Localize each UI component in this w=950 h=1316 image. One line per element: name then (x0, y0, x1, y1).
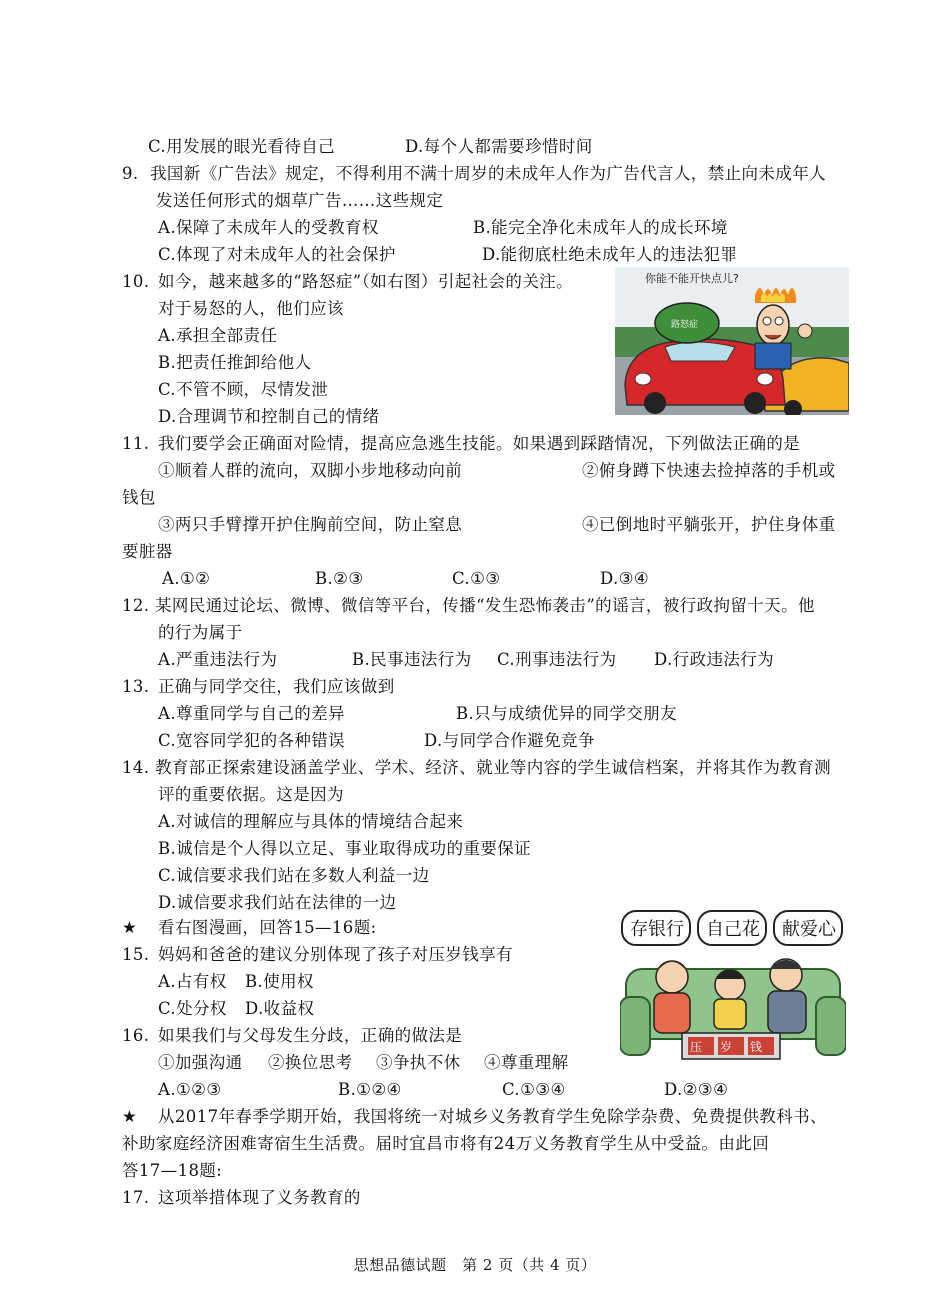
q11-item-3: ③两只手臂撑开护住胸前空间，防止窒息 (158, 515, 463, 534)
q10-option-a: A.承担全部责任 (158, 326, 278, 345)
q12-option-c: C.刑事违法行为 (497, 650, 617, 669)
q11-option-b: B.②③ (315, 569, 364, 588)
q12-option-a: A.严重违法行为 (158, 650, 278, 669)
road-rage-hat-label: 路怒症 (671, 320, 699, 330)
q15-option-a: A.占有权 (158, 972, 227, 991)
q13-option-d: D.与同学合作避免竞争 (424, 731, 595, 750)
q17-number: 17. (122, 1188, 150, 1207)
q9-number: 9. (122, 164, 139, 183)
q15-option-c: C.处分权 (158, 999, 227, 1018)
q16-option-c: C.①③④ (502, 1080, 566, 1099)
bubble-label-donate: 献爱心 (782, 919, 836, 940)
q14-number: 14. (122, 758, 150, 777)
lucky-money-cartoon (620, 907, 846, 1067)
q9-option-d: D.能彻底杜绝未成年人的违法犯罪 (482, 245, 738, 264)
q14-option-d: D.诚信要求我们站在法律的一边 (158, 893, 397, 912)
q10-stem-line1: 如今，越来越多的“路怒症”（如右图）引起社会的关注。 (158, 272, 574, 291)
q10-option-b: B.把责任推卸给他人 (158, 353, 312, 372)
q10-number: 10. (122, 272, 150, 291)
q10-option-d: D.合理调节和控制自己的情绪 (158, 407, 380, 426)
q15-option-b: B.使用权 (245, 972, 314, 991)
q11-number: 11. (122, 434, 150, 453)
bubble-label-bank: 存银行 (630, 919, 684, 940)
q12-option-b: B.民事违法行为 (352, 650, 472, 669)
q16-option-d: D.②③④ (664, 1080, 729, 1099)
star-mark: ★ (122, 918, 138, 937)
q16-option-b: B.①②④ (338, 1080, 402, 1099)
q11-item-2-line1: ②俯身蹲下快速去捡掉落的手机或 (582, 461, 836, 480)
q10-option-c: C.不管不顾，尽情发泄 (158, 380, 329, 399)
q14-option-c: C.诚信要求我们站在多数人利益一边 (158, 866, 430, 885)
q11-item-4-line2: 要脏器 (122, 542, 173, 561)
q16-stem: 如果我们与父母发生分歧，正确的做法是 (158, 1026, 463, 1045)
star2-text-line3: 答17—18题: (122, 1161, 223, 1180)
q11-item-1: ①顺着人群的流向，双脚小步地移动向前 (158, 461, 463, 480)
q13-option-b: B.只与成绩优异的同学交朋友 (456, 704, 677, 723)
page-footer: 思想品德试题 第 2 页（共 4 页） (353, 1256, 597, 1274)
q14-stem-line1: 教育部正探索建设涵盖学业、学术、经济、就业等内容的学生诚信档案，并将其作为教育测 (155, 758, 831, 777)
q11-item-4-line1: ④已倒地时平躺张开，护住身体重 (582, 515, 836, 534)
q17-stem: 这项举措体现了义务教育的 (158, 1188, 361, 1207)
star1-intro: 看右图漫画，回答15—16题: (158, 918, 377, 937)
q16-item-1: ①加强沟通 (158, 1053, 243, 1072)
q8-option-c: C.用发展的眼光看待自己 (148, 137, 336, 156)
q11-option-a: A.①② (162, 569, 211, 588)
q9-stem-line1: 我国新《广告法》规定，不得利用不满十周岁的未成年人作为广告代言人，禁止向未成年人 (150, 164, 826, 183)
q13-stem: 正确与同学交往，我们应该做到 (158, 677, 395, 696)
q12-stem-line1: 某网民通过论坛、微博、微信等平台，传播“发生恐怖袭击”的谣言，被行政拘留十天。他 (155, 596, 815, 615)
q11-item-2-line2: 钱包 (122, 488, 156, 507)
q15-number: 15. (122, 945, 150, 964)
star-mark: ★ (122, 1107, 138, 1126)
road-rage-caption: 你能不能开快点儿? (645, 272, 739, 285)
q16-option-a: A.①②③ (158, 1080, 222, 1099)
star2-text-line1: 从2017年春季学期开始，我国将统一对城乡义务教育学生免除学杂费、免费提供教科书、 (158, 1107, 827, 1126)
q8-option-d: D.每个人都需要珍惜时间 (405, 137, 593, 156)
q12-stem-line2: 的行为属于 (158, 623, 243, 642)
q15-option-d: D.收益权 (245, 999, 315, 1018)
q9-option-a: A.保障了未成年人的受教育权 (158, 218, 379, 237)
q16-item-3: ③争执不休 (376, 1053, 461, 1072)
q14-option-a: A.对诚信的理解应与具体的情境结合起来 (158, 812, 464, 831)
q14-option-b: B.诚信是个人得以立足、事业取得成功的重要保证 (158, 839, 532, 858)
q13-option-c: C.宽容同学犯的各种错误 (158, 731, 346, 750)
q12-option-d: D.行政违法行为 (654, 650, 775, 669)
q10-stem-line2: 对于易怒的人，他们应该 (158, 299, 344, 318)
q9-stem-line2: 发送任何形式的烟草广告……这些规定 (156, 191, 444, 210)
star2-text-line2: 补助家庭经济困难寄宿生生活费。届时宜昌市将有24万义务教育学生从中受益。由此回 (122, 1134, 770, 1153)
q16-number: 16. (122, 1026, 150, 1045)
money-box-label: 压岁钱 (690, 1040, 781, 1054)
q14-stem-line2: 评的重要依据。这是因为 (158, 785, 344, 804)
q16-item-2: ②换位思考 (268, 1053, 353, 1072)
q12-number: 12. (122, 596, 150, 615)
road-rage-cartoon (615, 267, 849, 415)
q11-stem: 我们要学会正确面对险情，提高应急逃生技能。如果遇到踩踏情况，下列做法正确的是 (158, 434, 801, 453)
q16-item-4: ④尊重理解 (484, 1053, 569, 1072)
q11-option-d: D.③④ (600, 569, 650, 588)
bubble-label-spend: 自己花 (706, 919, 760, 940)
q13-number: 13. (122, 677, 150, 696)
q11-option-c: C.①③ (452, 569, 501, 588)
q15-stem: 妈妈和爸爸的建议分别体现了孩子对压岁钱享有 (158, 945, 513, 964)
q9-option-b: B.能完全净化未成年人的成长环境 (473, 218, 728, 237)
q13-option-a: A.尊重同学与自己的差异 (158, 704, 345, 723)
q9-option-c: C.体现了对未成年人的社会保护 (158, 245, 396, 264)
